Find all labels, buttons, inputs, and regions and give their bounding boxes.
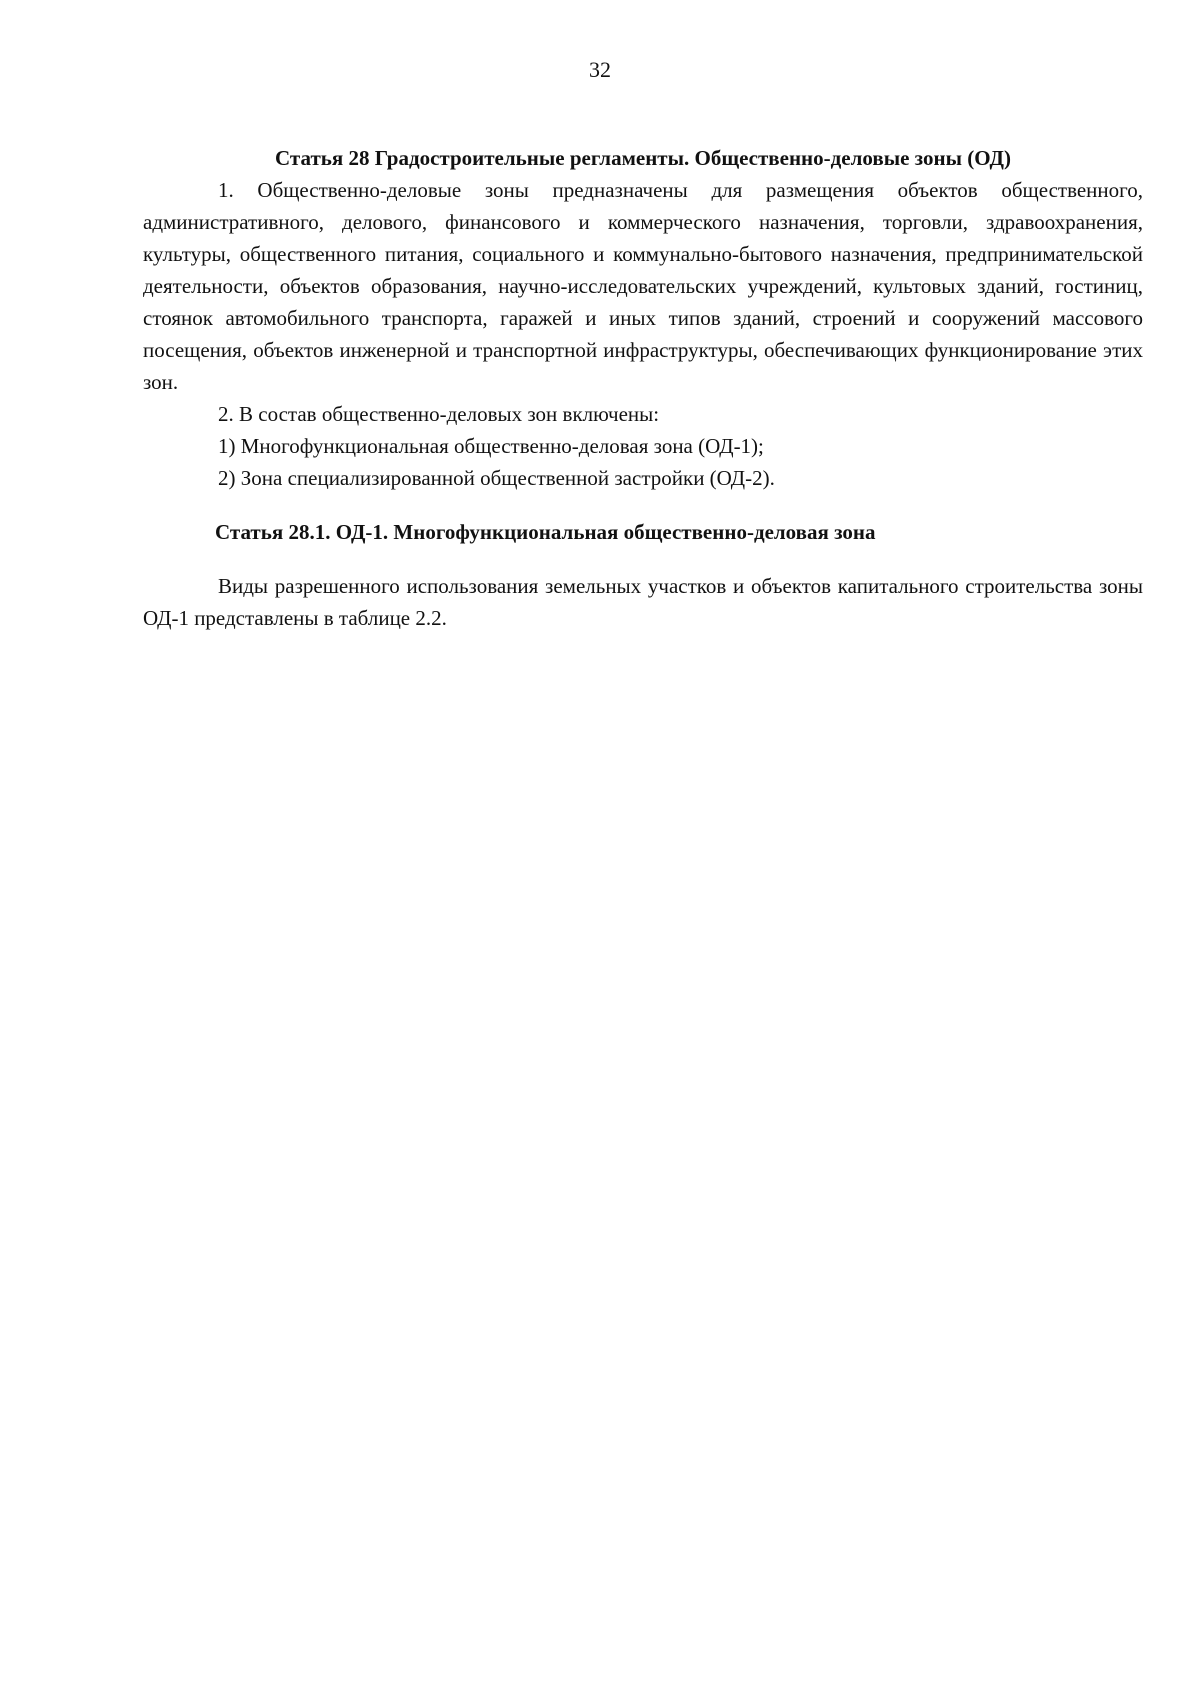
zone-list-item-od1: 1) Многофункциональная общественно-деловая зона (ОД-1);: [218, 434, 764, 458]
zone-list-item-od2: 2) Зона специализированной общественной застройки (ОД-2).: [218, 466, 775, 490]
article-28-1-title: Статья 28.1. ОД-1. Многофункциональная общественно-деловая зона: [215, 520, 876, 544]
page-number: 32: [589, 57, 611, 82]
article-28-title: Статья 28 Градостроительные регламенты. Общественно-деловые зоны (ОД): [275, 146, 1011, 170]
page-content: [143, 142, 1143, 634]
article-28-paragraph-1: 1. Общественно-деловые зоны предназначены для размещения объектов общественного, административного, делового, финансового и коммерческого назначения, торговли, здравоохранения, культуры, общественного питания, социального и коммунально-бытового назначения, предпринимательской деятельности, объектов образования, научно-исследовательских учреждений, культовых зданий, гостиниц, стоянок автомобильного транспорта, гаражей и иных типов зданий, строений и сооружений массового посещения, объектов инженерной и транспортной инфраструктуры, обеспечивающих функционирование этих зон.: [143, 178, 1143, 394]
article-28-paragraph-2: 2. В состав общественно-деловых зон включены:: [218, 402, 660, 426]
article-28-1-paragraph: Виды разрешенного использования земельных участков и объектов капитального строительства зоны ОД-1 представлены в таблице 2.2.: [143, 574, 1143, 630]
